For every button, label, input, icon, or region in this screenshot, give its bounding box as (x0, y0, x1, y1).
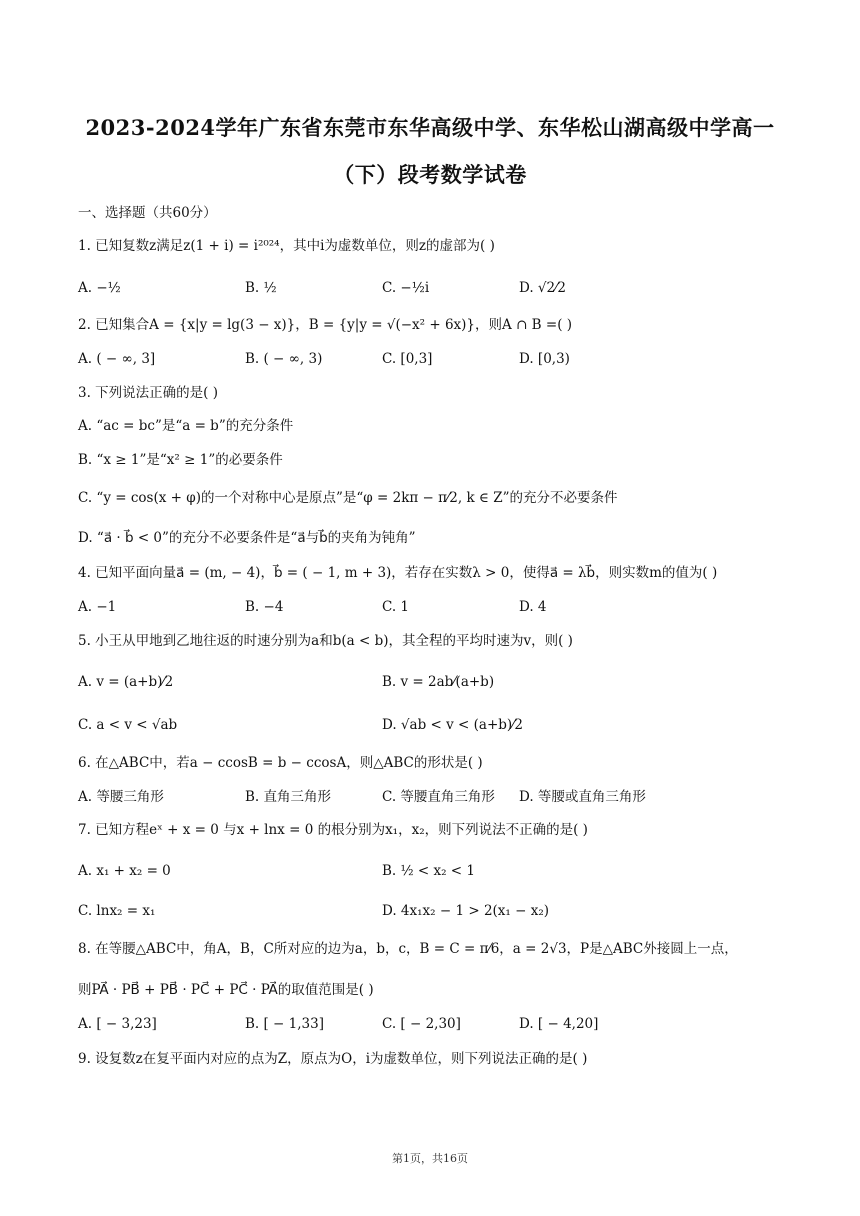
exam-title-line1: 2023-2024学年广东省东莞市东华高级中学、东华松山湖高级中学高一 (85, 115, 775, 140)
q6-option-c: C. 等腰直角三角形 (382, 789, 495, 805)
q8-option-c: C. [ − 2,30] (382, 1016, 461, 1032)
question-4-stem: 4. 已知平面向量a⃗ = (m, − 4)，b⃗ = ( − 1, m + 3)，若存在实数λ > 0，使得a⃗ = λb⃗，则实数m的值为( ) (78, 565, 718, 581)
q5-option-a: A. v = (a+b)⁄2 (78, 674, 174, 690)
q1-option-b: B. ½ (245, 280, 277, 296)
page-footer: 第1页，共16页 (392, 1152, 468, 1165)
q4-option-a: A. −1 (78, 599, 117, 615)
section-heading: 一、选择题（共60分） (78, 205, 217, 221)
question-8-stem-cont: 则PA⃗ · PB⃗ + PB⃗ · PC⃗ + PC⃗ · PA⃗的取值范围是( ) (78, 982, 374, 998)
q3-option-c: C. “y = cos(x + φ)的一个对称中心是原点”是“φ = 2kπ − π⁄2, k ∈ Z”的充分不必要条件 (78, 490, 618, 506)
q7-option-b: B. ½ < x₂ < 1 (382, 863, 475, 879)
q8-option-b: B. [ − 1,33] (245, 1016, 324, 1032)
q5-option-d: D. √ab < v < (a+b)⁄2 (382, 717, 524, 733)
q7-option-c: C. lnx₂ = x₁ (78, 903, 156, 919)
question-1-stem: 1. 已知复数z满足z(1 + i) = i²⁰²⁴，其中i为虚数单位，则z的虚部为( ) (78, 238, 495, 254)
question-3-stem: 3. 下列说法正确的是( ) (78, 385, 218, 401)
q6-option-b: B. 直角三角形 (245, 789, 332, 805)
q5-option-b: B. v = 2ab⁄(a+b) (382, 674, 495, 690)
q4-option-d: D. 4 (519, 599, 547, 615)
q2-option-d: D. [0,3) (519, 351, 570, 367)
q6-option-a: A. 等腰三角形 (78, 789, 164, 805)
question-2-stem: 2. 已知集合A = {x|y = lg(3 − x)}，B = {y|y = √(−x² + 6x)}，则A ∩ B =( ) (78, 317, 573, 333)
question-6-stem: 6. 在△ABC中，若a − ccosB = b − ccosA，则△ABC的形状是( ) (78, 755, 483, 771)
q8-option-d: D. [ − 4,20] (519, 1016, 599, 1032)
question-9-stem: 9. 设复数z在复平面内对应的点为Z，原点为O，i为虚数单位，则下列说法正确的是( ) (78, 1051, 588, 1067)
q4-option-b: B. −4 (245, 599, 284, 615)
q3-option-d: D. “a⃗ · b⃗ < 0”的充分不必要条件是“a⃗与b⃗的夹角为钝角” (78, 530, 416, 546)
q7-option-d: D. 4x₁x₂ − 1 > 2(x₁ − x₂) (382, 903, 550, 919)
exam-title-line2: （下）段考数学试卷 (333, 162, 527, 187)
q2-option-a: A. ( − ∞, 3] (78, 351, 156, 367)
q8-option-a: A. [ − 3,23] (78, 1016, 157, 1032)
q7-option-a: A. x₁ + x₂ = 0 (78, 863, 171, 879)
question-5-stem: 5. 小王从甲地到乙地往返的时速分别为a和b(a < b)，其全程的平均时速为v，则( ) (78, 633, 573, 649)
q5-option-c: C. a < v < √ab (78, 717, 178, 733)
question-7-stem: 7. 已知方程eˣ + x = 0 与x + lnx = 0 的根分别为x₁，x₂，则下列说法不正确的是( ) (78, 822, 588, 838)
q2-option-b: B. ( − ∞, 3) (245, 351, 323, 367)
q1-option-d: D. √2⁄2 (519, 280, 566, 296)
q6-option-d: D. 等腰或直角三角形 (519, 789, 646, 805)
q3-option-a: A. “ac = bc”是“a = b”的充分条件 (78, 418, 294, 434)
q3-option-b: B. “x ≥ 1”是“x² ≥ 1”的必要条件 (78, 452, 283, 468)
q1-option-c: C. −½i (382, 280, 430, 296)
q2-option-c: C. [0,3] (382, 351, 433, 367)
q4-option-c: C. 1 (382, 599, 410, 615)
question-8-stem: 8. 在等腰△ABC中，角A，B，C所对应的边为a，b，c，B = C = π⁄6，a = 2√3，P是△ABC外接圆上一点， (78, 941, 738, 957)
q1-option-a: A. −½ (78, 280, 121, 296)
